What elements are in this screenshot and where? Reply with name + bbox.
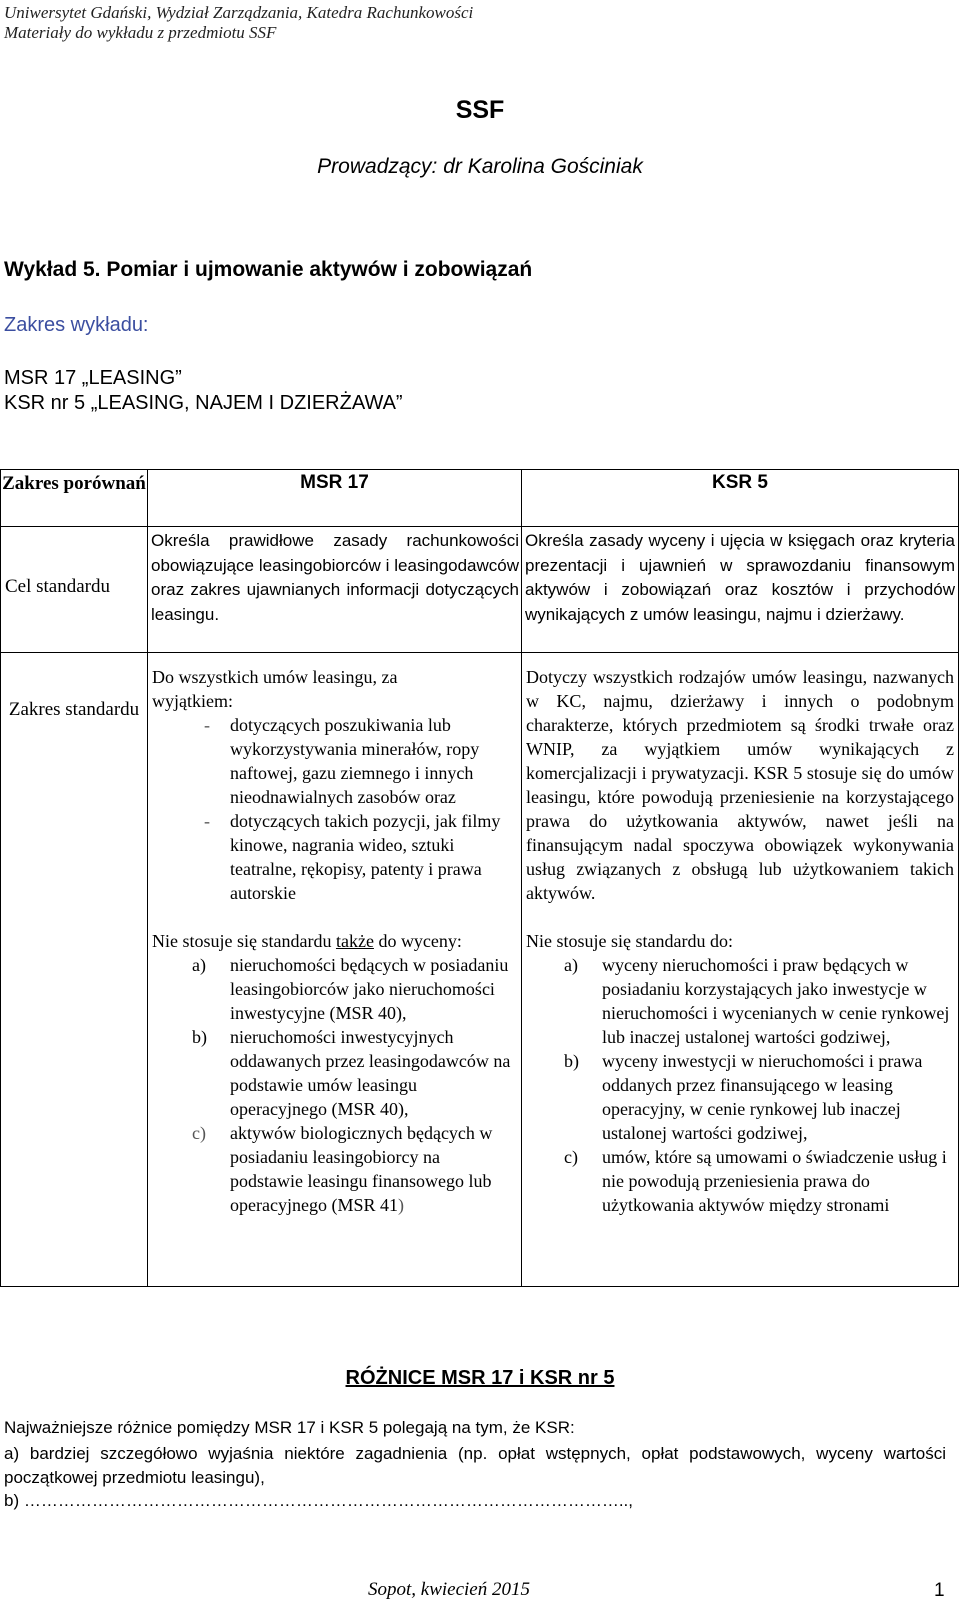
header-ksr5: KSR 5: [522, 470, 959, 527]
scope-label: Zakres wykładu:: [4, 314, 149, 336]
list-item: a) nieruchomości będących w posiadaniu leasingobiorców jako nieruchomości inwestycyjne (MSR 40),: [192, 955, 509, 1023]
lecture-title: Wykład 5. Pomiar i ujmowanie aktywów i zobowiązań: [4, 258, 533, 281]
msr-not-applied: Nie stosuje się standardu także do wyceny:: [152, 931, 462, 951]
footer-place-date: Sopot, kwiecień 2015: [368, 1579, 530, 1600]
row-label-goal: Cel standardu: [1, 527, 148, 653]
differences-heading: RÓŻNICE MSR 17 i KSR nr 5: [345, 1367, 615, 1389]
header-scope: Zakres porównań: [1, 470, 148, 527]
list-item: c) aktywów biologicznych będących w posiadaniu leasingobiorcy na podstawie leasingu finansowego lub operacyjnego (MSR 41): [192, 1123, 493, 1215]
list-item: a) wyceny nieruchomości i praw będących w posiadaniu korzystających jako inwestycje w nieruchomości i wycenianych w cenie rynkowej lub inaczej ustalonej wartości godziwej,: [564, 955, 950, 1047]
list-item: - dotyczących poszukiwania lub wykorzystywania minerałów, ropy naftowej, gazu ziemnego i innych nieodnawialnych zasobów oraz: [204, 715, 480, 807]
row-label-scope: Zakres standardu: [1, 653, 148, 1287]
table-row-scope: [1, 653, 959, 1287]
goal-ksr5: Określa zasady wyceny i ujęcia w księgach oraz kryteria prezentacji i ujawnień w sprawozdaniu finansowym aktywów i zobowiązań oraz kosztów i przychodów wynikających z umów leasingu, najmu i dzierżawy.: [522, 527, 959, 653]
list-item: - dotyczących takich pozycji, jak filmy kinowe, nagrania wideo, sztuki teatralne, rękopisy, patenty i prawa autorskie: [204, 811, 501, 903]
msr-intro: Do wszystkich umów leasingu, za wyjątkiem:: [152, 667, 398, 711]
lecturer: Prowadzący: dr Karolina Gościniak: [317, 155, 643, 178]
goal-msr17: Określa prawidłowe zasady rachunkowości obowiązujące leasingobiorców i leasingodawców oraz zakres ujawnianych informacji dotyczących leasingu.: [148, 527, 522, 653]
scope-msr17: [148, 653, 522, 1287]
table-row-goal: [1, 527, 959, 653]
scope-item: MSR 17 „LEASING”: [4, 367, 182, 389]
comparison-table: [0, 469, 959, 1287]
differences-item-a: a) bardziej szczegółowo wyjaśnia niektóre zagadnienia (np. opłat wstępnych, opłat podstawowych, wyceny wartości początkowej przedmiotu leasingu),: [4, 1444, 946, 1487]
differences-item-b: b) ……………………………………………………………………………………………..,: [4, 1491, 634, 1510]
scope-ksr5: [522, 653, 959, 1287]
header-msr17: MSR 17: [148, 470, 522, 527]
list-item: c) umów, które są umowami o świadczenie usług i nie powodują przeniesienia prawa do użytkowania aktywów między stronami: [564, 1147, 947, 1215]
differences-intro: Najważniejsze różnice pomiędzy MSR 17 i KSR 5 polegają na tym, że KSR:: [4, 1418, 575, 1437]
ksr-not-applied: Nie stosuje się standardu do:: [526, 931, 733, 951]
header-university: Uniwersytet Gdański, Wydział Zarządzania, Katedra Rachunkowości: [4, 3, 474, 22]
document-title: SSF: [455, 96, 505, 124]
ksr-para: Dotyczy wszystkich rodzajów umów leasingu, nazwanych w KC, najmu, dzierżawy i innych o podobnym charakterze, których przedmiotem są środki trwałe oraz WNIP, za wyjątkiem umów wynikających z komercjalizacji i prywatyzacji. KSR 5 stosuje się do umów leasingu, które powodują przeniesienie na korzystającego prawa do użytkowania aktywów, nawet jeśli na finansującym nadal spoczywa obowiązek wykonywania usług związanych z obsługą lub użytkowaniem takich aktywów.: [526, 667, 954, 903]
list-item: b) nieruchomości inwestycyjnych oddawanych przez leasingodawców na podstawie umów leasingu operacyjnego (MSR 40),: [192, 1027, 511, 1119]
header-course: Materiały do wykładu z przedmiotu SSF: [4, 23, 277, 42]
list-item: b) wyceny inwestycji w nieruchomości i prawa oddanych przez finansującego w leasing operacyjny, w cenie rynkowej lub inaczej ustalonej wartości godziwej,: [564, 1051, 923, 1143]
table-header-row: [1, 470, 959, 527]
page-number: 1: [934, 1580, 945, 1601]
scope-item: KSR nr 5 „LEASING, NAJEM I DZIERŻAWA”: [4, 392, 403, 414]
